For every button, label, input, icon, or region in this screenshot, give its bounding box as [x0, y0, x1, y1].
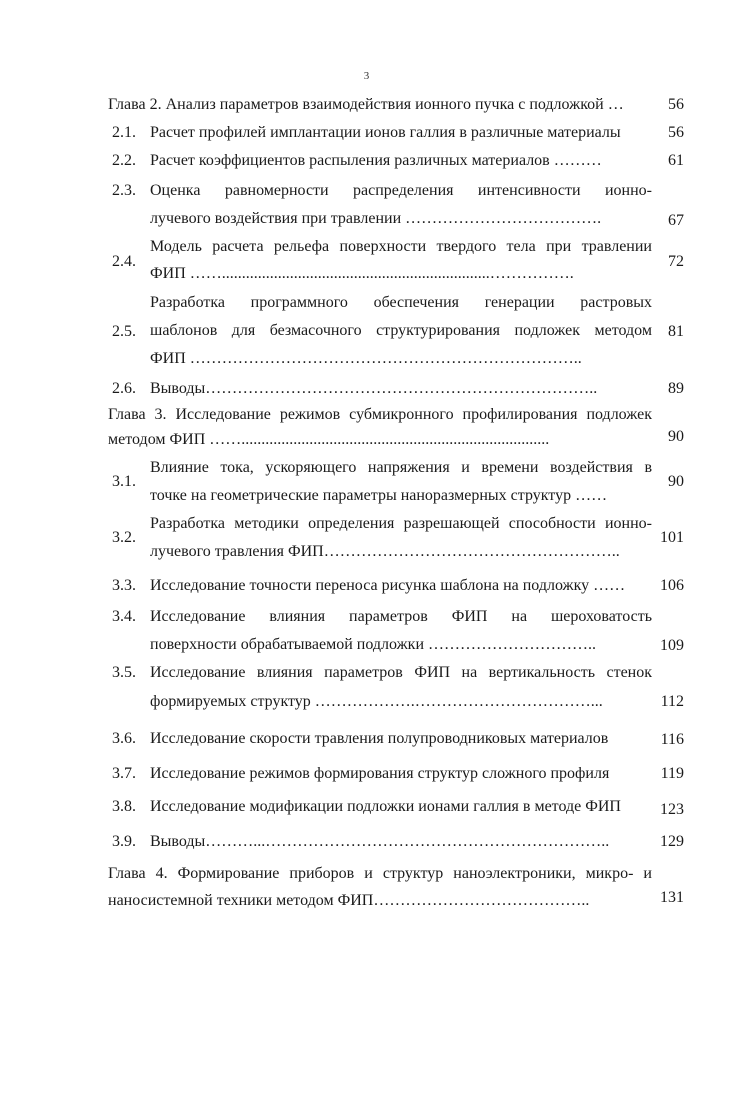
toc-3-4-page: 109	[660, 637, 684, 654]
toc-chapter-4-line-1: Глава 4. Формирование приборов и структур наноэлектроники, микро- и	[108, 865, 652, 882]
toc-chapter-3-line-1: Глава 3. Исследование режимов субмикронного профилирования подложек	[108, 406, 652, 423]
toc-2-5-line-1: Разработка программного обеспечения генерации растровых	[150, 294, 652, 311]
toc-3-6-line-1: Исследование скорости травления полупроводниковых материалов	[150, 730, 609, 747]
toc-2-4-number: 2.4.	[112, 253, 136, 270]
toc-2-1-line-1: Расчет профилей имплантации ионов галлия в различные материалы	[150, 124, 621, 141]
toc-3-4-number: 3.4.	[112, 608, 136, 625]
toc-2-6-number: 2.6.	[112, 380, 136, 397]
toc-3-4-line-2: поверхности обрабатываемой подложки …………………………..	[150, 636, 597, 653]
toc-2-5-page: 81	[668, 323, 684, 340]
toc-3-2-number: 3.2.	[112, 529, 136, 546]
toc-2-2-line-1: Расчет коэффициентов распыления различных материалов ………	[150, 152, 602, 169]
toc-3-6-number: 3.6.	[112, 730, 136, 747]
toc-3-1-page: 90	[668, 473, 684, 490]
toc-2-6-page: 89	[668, 380, 684, 397]
toc-2-1-page: 56	[668, 124, 684, 141]
toc-3-4-line-1: Исследование влияния параметров ФИП на шероховатость	[150, 608, 652, 625]
toc-3-5-number: 3.5.	[112, 664, 136, 681]
toc-3-1-line-1: Влияние тока, ускоряющего напряжения и времени воздействия в	[150, 459, 652, 476]
toc-3-1-number: 3.1.	[112, 473, 136, 490]
toc-chapter-3-page: 90	[668, 428, 684, 445]
toc-3-9-number: 3.9.	[112, 833, 136, 850]
toc-3-3-number: 3.3.	[112, 577, 136, 594]
toc-3-8-page: 123	[660, 801, 684, 818]
toc-3-2-line-2: лучевого травления ФИП………………………………………………..	[150, 543, 620, 560]
toc-3-9-line-1: Выводы………...………………………………………………………..	[150, 833, 610, 850]
toc-chapter-4-line-2: наносистемной техники методом ФИП…………………………………..	[108, 892, 590, 909]
toc-chapter-2-page: 56	[668, 96, 684, 113]
toc-3-9-page: 129	[660, 833, 684, 850]
toc-3-3-page: 106	[660, 577, 684, 594]
page-number: 3	[363, 70, 370, 82]
toc-3-8-line-1: Исследование модификации подложки ионами галлия в методе ФИП	[150, 798, 621, 815]
toc-chapter-4-page: 131	[660, 889, 684, 906]
toc-2-4-page: 72	[668, 253, 684, 270]
toc-2-3-line-1: Оценка равномерности распределения интенсивности ионно-	[150, 182, 652, 199]
toc-3-5-page: 112	[660, 693, 684, 710]
toc-3-8-number: 3.8.	[112, 798, 136, 815]
toc-2-5-line-3: ФИП ………………………………………………………………..	[150, 350, 582, 367]
toc-2-3-number: 2.3.	[112, 182, 136, 199]
toc-2-5-number: 2.5.	[112, 323, 136, 340]
toc-3-6-page: 116	[660, 731, 684, 748]
toc-3-5-line-2: формируемых структур ……………….……………………………...	[150, 693, 603, 710]
toc-2-2-number: 2.2.	[112, 152, 136, 169]
toc-3-3-line-1: Исследование точности переноса рисунка шаблона на подложку ……	[150, 577, 626, 594]
toc-2-5-line-2: шаблонов для безмасочного структурирования подложек методом	[150, 322, 652, 339]
toc-3-7-page: 119	[660, 765, 684, 782]
toc-3-5-line-1: Исследование влияния параметров ФИП на вертикальность стенок	[150, 664, 652, 681]
toc-2-1-number: 2.1.	[112, 124, 136, 141]
toc-chapter-2-line-1: Глава 2. Анализ параметров взаимодействия ионного пучка с подложкой …	[108, 96, 624, 113]
toc-2-6-line-1: Выводы………………………………………………………………..	[150, 380, 598, 397]
toc-2-4-line-1: Модель расчета рельефа поверхности твердого тела при травлении	[150, 238, 652, 255]
toc-2-3-line-2: лучевого воздействия при травлении ……………………………….	[150, 210, 602, 227]
toc-chapter-3-line-2: методом ФИП …….............................................................................	[108, 431, 550, 448]
toc-3-2-line-1: Разработка методики определения разрешающей способности ионно-	[150, 515, 652, 532]
toc-3-7-number: 3.7.	[112, 765, 136, 782]
toc-2-4-line-2: ФИП ……...................................................................…………….	[150, 265, 574, 282]
toc-2-3-page: 67	[668, 212, 684, 229]
toc-3-7-line-1: Исследование режимов формирования структур сложного профиля	[150, 765, 610, 782]
toc-3-2-page: 101	[660, 529, 684, 546]
toc-2-2-page: 61	[668, 152, 684, 169]
toc-3-1-line-2: точке на геометрические параметры наноразмерных структур ……	[150, 487, 608, 504]
